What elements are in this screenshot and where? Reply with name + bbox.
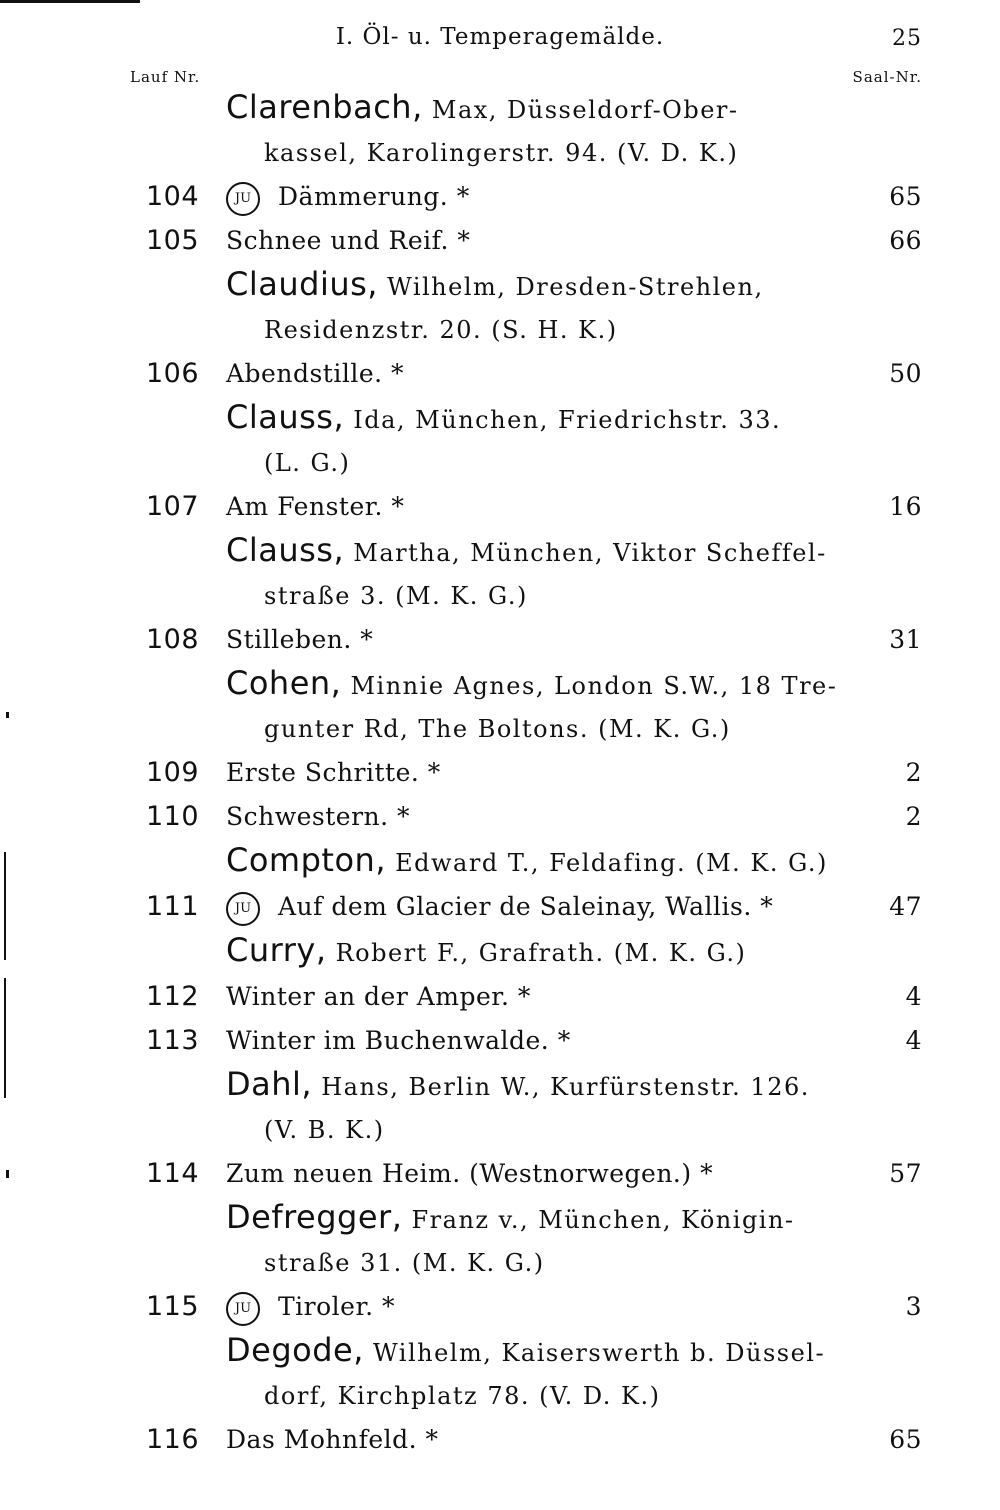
lauf-nr: 109 <box>146 757 200 788</box>
artist-name: Curry, <box>226 931 327 969</box>
artist-details-cont: gunter Rd, The Boltons. (M. K. G.) <box>264 715 731 743</box>
artist-name: Degode, <box>226 1331 364 1369</box>
work-entry <box>0 485 1000 529</box>
lauf-nr: 111 <box>146 891 200 922</box>
lauf-nr: 115 <box>146 1291 200 1322</box>
saal-nr: 65 <box>889 182 922 211</box>
work-title: Erste Schritte. * <box>226 758 441 787</box>
artist-details-cont: straße 3. (M. K. G.) <box>264 582 528 610</box>
artist-entry <box>226 1196 876 1285</box>
artist-entry <box>226 263 876 352</box>
saal-nr: 2 <box>905 758 922 787</box>
work-title: Stilleben. * <box>226 625 374 654</box>
artist-entry <box>226 396 876 485</box>
lauf-nr: 116 <box>146 1424 200 1455</box>
saal-nr: 50 <box>889 359 922 388</box>
work-title: Schnee und Reif. * <box>226 226 471 255</box>
work-title: Am Fenster. * <box>226 492 405 521</box>
artist-name: Claudius, <box>226 265 378 303</box>
artist-details: Wilhelm, Dresden-Strehlen, <box>377 273 764 301</box>
lauf-nr: 108 <box>146 624 200 655</box>
work-entry <box>0 352 1000 396</box>
artist-entry <box>226 529 876 618</box>
saal-nr: 57 <box>889 1159 922 1188</box>
artist-name: Clarenbach, <box>226 88 423 126</box>
work-entry <box>0 751 1000 795</box>
catalog-entries <box>0 86 1000 1462</box>
lauf-nr: 114 <box>146 1158 200 1189</box>
lauf-nr: 110 <box>146 801 200 832</box>
work-title: Tiroler. * <box>278 1292 396 1321</box>
artist-entry <box>226 1329 876 1418</box>
lauf-nr: 107 <box>146 491 200 522</box>
artist-details: Martha, München, Viktor Scheffel- <box>344 539 827 567</box>
artist-details: Robert F., Grafrath. (M. K. G.) <box>326 939 747 967</box>
jury-badge-icon: JU <box>226 892 260 926</box>
artist-entry <box>226 662 876 751</box>
work-title: Schwestern. * <box>226 802 411 831</box>
artist-details-cont: (L. G.) <box>264 449 351 477</box>
jury-badge-icon: JU <box>226 182 260 216</box>
artist-details: Ida, München, Friedrichstr. 33. <box>344 406 782 434</box>
lauf-nr: 106 <box>146 358 200 389</box>
artist-entry <box>226 929 876 975</box>
saal-nr: 3 <box>905 1292 922 1321</box>
artist-details: Hans, Berlin W., Kurfürstenstr. 126. <box>312 1073 810 1101</box>
work-entry <box>0 1019 1000 1063</box>
work-title: Winter an der Amper. * <box>226 982 531 1011</box>
work-title: Winter im Buchenwalde. * <box>226 1026 571 1055</box>
work-entry <box>0 885 1000 929</box>
work-title: Zum neuen Heim. (Westnorwegen.) * <box>226 1159 714 1188</box>
saal-nr: 66 <box>889 226 922 255</box>
work-entry <box>0 1152 1000 1196</box>
artist-entry <box>226 86 876 175</box>
artist-details: Minnie Agnes, London S.W., 18 Tre- <box>341 672 838 700</box>
artist-details-cont: (V. B. K.) <box>264 1116 385 1144</box>
jury-badge-icon: JU <box>226 1292 260 1326</box>
saal-nr: 16 <box>889 492 922 521</box>
work-entry <box>0 1418 1000 1462</box>
artist-name: Dahl, <box>226 1065 313 1103</box>
work-entry <box>0 795 1000 839</box>
artist-entry <box>226 1063 876 1152</box>
work-title: Abendstille. * <box>226 359 405 388</box>
artist-name: Cohen, <box>226 664 342 702</box>
artist-details: Max, Düsseldorf-Ober- <box>422 96 739 124</box>
artist-name: Clauss, <box>226 531 345 569</box>
saal-nr: 4 <box>905 1026 922 1055</box>
work-entry <box>0 1285 1000 1329</box>
saal-nr: 65 <box>889 1425 922 1454</box>
artist-details-cont: straße 31. (M. K. G.) <box>264 1249 545 1277</box>
work-title: Dämmerung. * <box>278 182 470 211</box>
artist-details-cont: kassel, Karolingerstr. 94. (V. D. K.) <box>264 139 739 167</box>
saal-nr: 31 <box>889 625 922 654</box>
work-entry <box>0 618 1000 662</box>
top-rule <box>0 0 140 3</box>
column-header-saal-nr: Saal-Nr. <box>852 68 922 86</box>
lauf-nr: 113 <box>146 1025 200 1056</box>
column-header-lauf-nr: Lauf Nr. <box>130 68 201 86</box>
lauf-nr: 105 <box>146 225 200 256</box>
artist-details-cont: dorf, Kirchplatz 78. (V. D. K.) <box>264 1382 661 1410</box>
work-entry <box>0 975 1000 1019</box>
artist-details-cont: Residenzstr. 20. (S. H. K.) <box>264 316 618 344</box>
artist-name: Compton, <box>226 841 386 879</box>
work-title: Auf dem Glacier de Saleinay, Wallis. * <box>278 892 774 921</box>
artist-name: Clauss, <box>226 398 345 436</box>
lauf-nr: 104 <box>146 181 200 212</box>
artist-details: Edward T., Feldafing. (M. K. G.) <box>385 849 828 877</box>
lauf-nr: 112 <box>146 981 200 1012</box>
artist-details: Wilhelm, Kaiserswerth b. Düssel- <box>363 1339 826 1367</box>
saal-nr: 2 <box>905 802 922 831</box>
artist-entry <box>226 839 876 885</box>
saal-nr: 47 <box>889 892 922 921</box>
work-title: Das Mohnfeld. * <box>226 1425 439 1454</box>
running-title: I. Öl- u. Temperagemälde. <box>335 24 665 50</box>
artist-details: Franz v., München, Königin- <box>402 1206 795 1234</box>
work-entry <box>0 219 1000 263</box>
work-entry <box>0 175 1000 219</box>
saal-nr: 4 <box>905 982 922 1011</box>
artist-name: Defregger, <box>226 1198 403 1236</box>
page-number: 25 <box>892 26 922 51</box>
